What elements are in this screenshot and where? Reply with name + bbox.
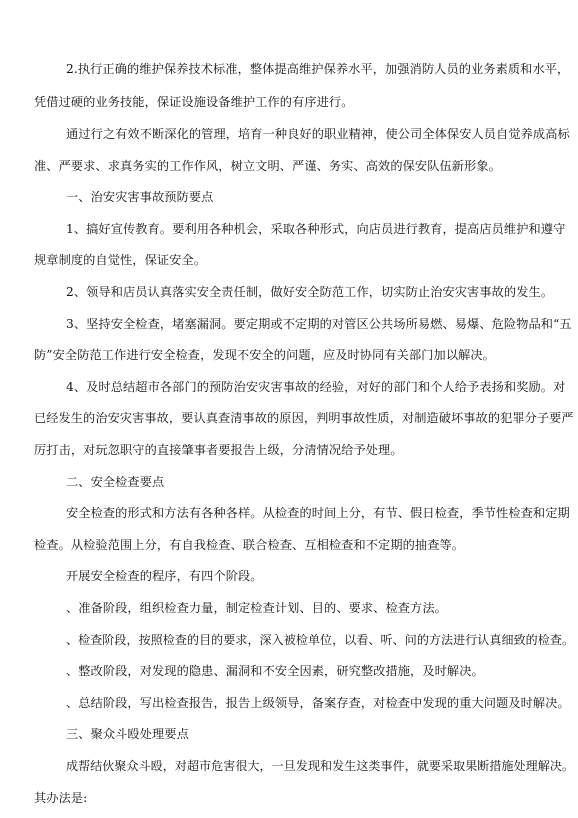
text-line: 2.执行正确的维护保养技术标准，整体提高维护保养水平，加强消防人员的业务素质和水平， <box>66 62 570 76</box>
text-line: 2、领导和店员认真落实安全责任制，做好安全防范工作，切实防止治安灾害事故的发生。 <box>66 285 554 299</box>
text-line: 防”安全防范工作进行安全检查，发现不安全的问题，应及时协同有关部门加以解决。 <box>34 348 495 362</box>
text-line: 已经发生的治安灾害事故，要认真查清事故的原因，判明事故性质，对制造破坏事故的犯罪分子要严 <box>34 411 574 425</box>
text-line: 成帮结伙聚众斗殴，对超市危害很大，一旦发现和发生这类事件，就要采取果断措施处理解决。 <box>66 759 575 773</box>
text-line: 检查。从检验范围上分，有自我检查、联合检查、互相检查和不定期的抽查等。 <box>34 538 465 552</box>
text-line: 3、坚持安全检查，堵塞漏洞。要定期或不定期的对管区公共场所易燃、易爆、危险物品和“五 <box>66 317 572 331</box>
text-line: 通过行之有效不断深化的管理，培育一种良好的职业精神，使公司全体保安人员自觉养成高标 <box>66 127 570 141</box>
section-heading: 一、治安灾害事故预防要点 <box>66 190 214 204</box>
section-heading: 三、聚众斗殴处理要点 <box>66 727 189 741</box>
text-line: 凭借过硬的业务技能，保证设施设备维护工作的有序进行。 <box>34 95 354 109</box>
list-item: 、总结阶段，写出检查报告，报告上级领导，备案存查，对检查中发现的重大问题及时解决。 <box>66 696 570 710</box>
list-item: 、检查阶段，按照检查的目的要求，深入被检单位，以看、听、问的方法进行认真细致的检查。 <box>66 633 575 647</box>
text-line: 其办法是: <box>34 791 88 805</box>
list-item: 、整改阶段，对发现的隐患、漏洞和不安全因素，研究整改措施，及时解决。 <box>66 664 484 678</box>
text-line: 4、及时总结超市各部门的预防治安灾害事故的经验，对好的部门和个人给予表扬和奖励。对 <box>66 380 566 394</box>
text-line: 安全检查的形式和方法有各种各样。从检查的时间上分，有节、假日检查，季节性检查和定期 <box>66 506 570 520</box>
text-line: 规章制度的自觉性，保证安全。 <box>34 253 207 267</box>
text-line: 开展安全检查的程序，有四个阶段。 <box>66 569 263 583</box>
text-line: 厉打击，对玩忽职守的直接肇事者要报告上级，分清情况给予处理。 <box>34 443 403 457</box>
section-heading: 二、安全检查要点 <box>66 475 165 489</box>
text-line: 1、搞好宣传教育。要利用各种机会，采取各种形式，向店员进行教育，提高店员维护和遵守 <box>66 222 566 236</box>
text-line: 准、严要求、求真务实的工作作风，树立文明、严谨、务实、高效的保安队伍新形象。 <box>34 159 501 173</box>
list-item: 、准备阶段，组织检查力量，制定检查计划、目的、要求、检查方法。 <box>66 601 447 615</box>
